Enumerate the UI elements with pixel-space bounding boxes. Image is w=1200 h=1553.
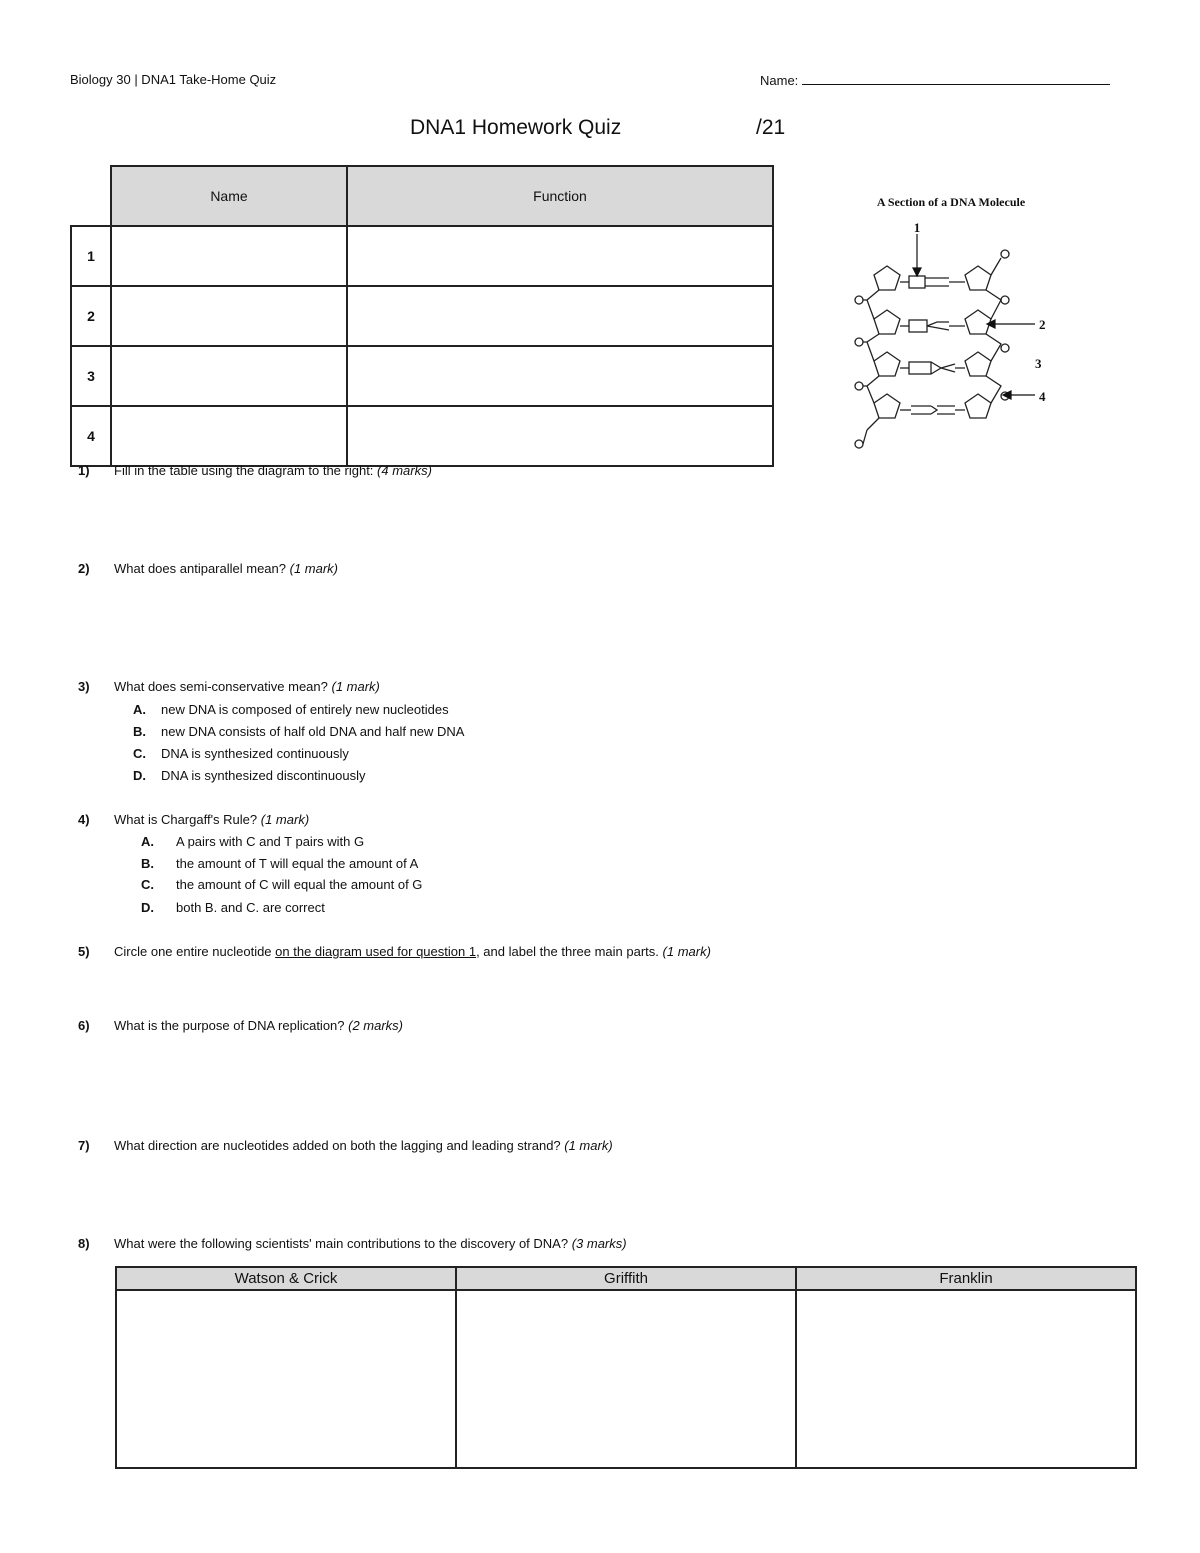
question-marks: (1 mark) xyxy=(289,561,338,576)
question-text: What is the purpose of DNA replication? xyxy=(114,1018,349,1033)
option-4c[interactable]: C. the amount of C will equal the amount of G xyxy=(141,877,423,892)
question-7 xyxy=(78,1138,613,1153)
score-total: /21 xyxy=(756,116,786,139)
header-course-title: Biology 30 | DNA1 Take-Home Quiz xyxy=(70,72,277,87)
function-cell[interactable] xyxy=(347,226,773,286)
row-number: 3 xyxy=(71,346,111,406)
sugar-pentagon xyxy=(874,266,900,290)
question-number: 7) xyxy=(78,1138,90,1153)
header-watson-crick: Watson & Crick xyxy=(116,1267,456,1290)
option-3b[interactable]: B. new DNA consists of half old DNA and half new DNA xyxy=(133,724,465,739)
question-1 xyxy=(78,463,432,478)
table-row xyxy=(71,406,773,466)
table-header-row xyxy=(71,166,773,226)
phosphate-circle xyxy=(1001,250,1009,258)
table-row xyxy=(71,286,773,346)
option-4b[interactable]: B. the amount of T will equal the amount of A xyxy=(141,856,419,871)
diagram-label-1: 1 xyxy=(913,220,921,235)
name-cell[interactable] xyxy=(111,406,347,466)
option-3d[interactable]: D. DNA is synthesized discontinuously xyxy=(133,768,366,783)
question-text: Circle one entire nucleotide xyxy=(114,944,276,959)
diagram-label-3: 3 xyxy=(1035,356,1042,371)
name-cell[interactable] xyxy=(111,346,347,406)
diagram-label-4: 4 xyxy=(1039,389,1046,404)
name-cell[interactable] xyxy=(111,286,347,346)
header-name: Name xyxy=(111,166,347,226)
header-function: Function xyxy=(347,166,773,226)
answer-cell-griffith[interactable] xyxy=(456,1290,796,1468)
function-cell[interactable] xyxy=(347,346,773,406)
phosphate-circle xyxy=(855,382,863,390)
answer-cell-franklin[interactable] xyxy=(796,1290,1136,1468)
option-4d[interactable]: D. both B. and C. are correct xyxy=(141,900,325,915)
question-number: 4) xyxy=(78,812,90,827)
question-marks: (1 mark) xyxy=(331,679,380,694)
question-4 xyxy=(78,812,309,827)
name-line[interactable] xyxy=(802,72,1110,85)
name-label: Name: xyxy=(760,73,799,88)
diagram-label-2: 2 xyxy=(1039,317,1046,332)
option-3c[interactable]: C. DNA is synthesized continuously xyxy=(133,746,349,761)
question-2 xyxy=(78,561,338,576)
question-marks: (4 marks) xyxy=(377,463,432,478)
question-number: 5) xyxy=(78,944,90,959)
question-6 xyxy=(78,1018,403,1033)
scientists-table xyxy=(115,1266,1137,1469)
sugar-pentagon xyxy=(965,310,991,334)
question-number: 6) xyxy=(78,1018,90,1033)
sugar-pentagon xyxy=(874,310,900,334)
sugar-pentagon xyxy=(874,394,900,418)
header-franklin: Franklin xyxy=(796,1267,1136,1290)
sugar-pentagon xyxy=(965,266,991,290)
table-row xyxy=(116,1290,1136,1468)
dna-section-diagram xyxy=(845,190,1065,460)
question-text-underlined: on the diagram used for question 1 xyxy=(275,944,477,959)
phosphate-circle xyxy=(1001,344,1009,352)
question-text: What does antiparallel mean? xyxy=(114,561,290,576)
phosphate-circle xyxy=(855,338,863,346)
row-number: 4 xyxy=(71,406,111,466)
diagram-title: A Section of a DNA Molecule xyxy=(876,195,1026,209)
phosphate-circle xyxy=(855,296,863,304)
question-text: What direction are nucleotides added on both the lagging and leading strand? xyxy=(114,1138,565,1153)
question-text: What were the following scientists' main contributions to the discovery of DNA? xyxy=(114,1236,572,1251)
option-3a[interactable]: A. new DNA is composed of entirely new nucleotides xyxy=(133,702,449,717)
question-number: 8) xyxy=(78,1236,90,1251)
row-number: 2 xyxy=(71,286,111,346)
question-marks: (1 mark) xyxy=(662,944,711,959)
sugar-pentagon xyxy=(874,352,900,376)
question-text: , and label the three main parts. xyxy=(476,944,663,959)
question-marks: (3 marks) xyxy=(571,1236,627,1251)
sugar-pentagon xyxy=(965,394,991,418)
page-title: DNA1 Homework Quiz xyxy=(410,116,622,139)
question-number: 2) xyxy=(78,561,90,576)
sugar-pentagon xyxy=(965,352,991,376)
answer-cell-watson-crick[interactable] xyxy=(116,1290,456,1468)
option-4a[interactable]: A. A pairs with C and T pairs with G xyxy=(141,834,365,849)
header-griffith: Griffith xyxy=(456,1267,796,1290)
table-header-row xyxy=(116,1267,1136,1290)
question-5 xyxy=(78,944,711,959)
table-row xyxy=(71,226,773,286)
phosphate-circle xyxy=(855,440,863,448)
question-number: 3) xyxy=(78,679,90,694)
question-text: What is Chargaff's Rule? xyxy=(114,812,261,827)
question-text: Fill in the table using the diagram to the right: xyxy=(114,463,378,478)
parts-table xyxy=(70,165,774,467)
question-marks: (1 mark) xyxy=(260,812,310,827)
question-8 xyxy=(78,1236,627,1251)
table-row xyxy=(71,346,773,406)
function-cell[interactable] xyxy=(347,286,773,346)
question-3 xyxy=(78,679,380,694)
name-cell[interactable] xyxy=(111,226,347,286)
header-blank-cell xyxy=(71,166,111,226)
question-marks: (2 marks) xyxy=(348,1018,404,1033)
row-number: 1 xyxy=(71,226,111,286)
phosphate-circle xyxy=(1001,296,1009,304)
question-number: 1) xyxy=(78,463,90,478)
header-name-field[interactable] xyxy=(760,72,1110,88)
function-cell[interactable] xyxy=(347,406,773,466)
question-marks: (1 mark) xyxy=(564,1138,613,1153)
question-text: What does semi-conservative mean? xyxy=(114,679,332,694)
